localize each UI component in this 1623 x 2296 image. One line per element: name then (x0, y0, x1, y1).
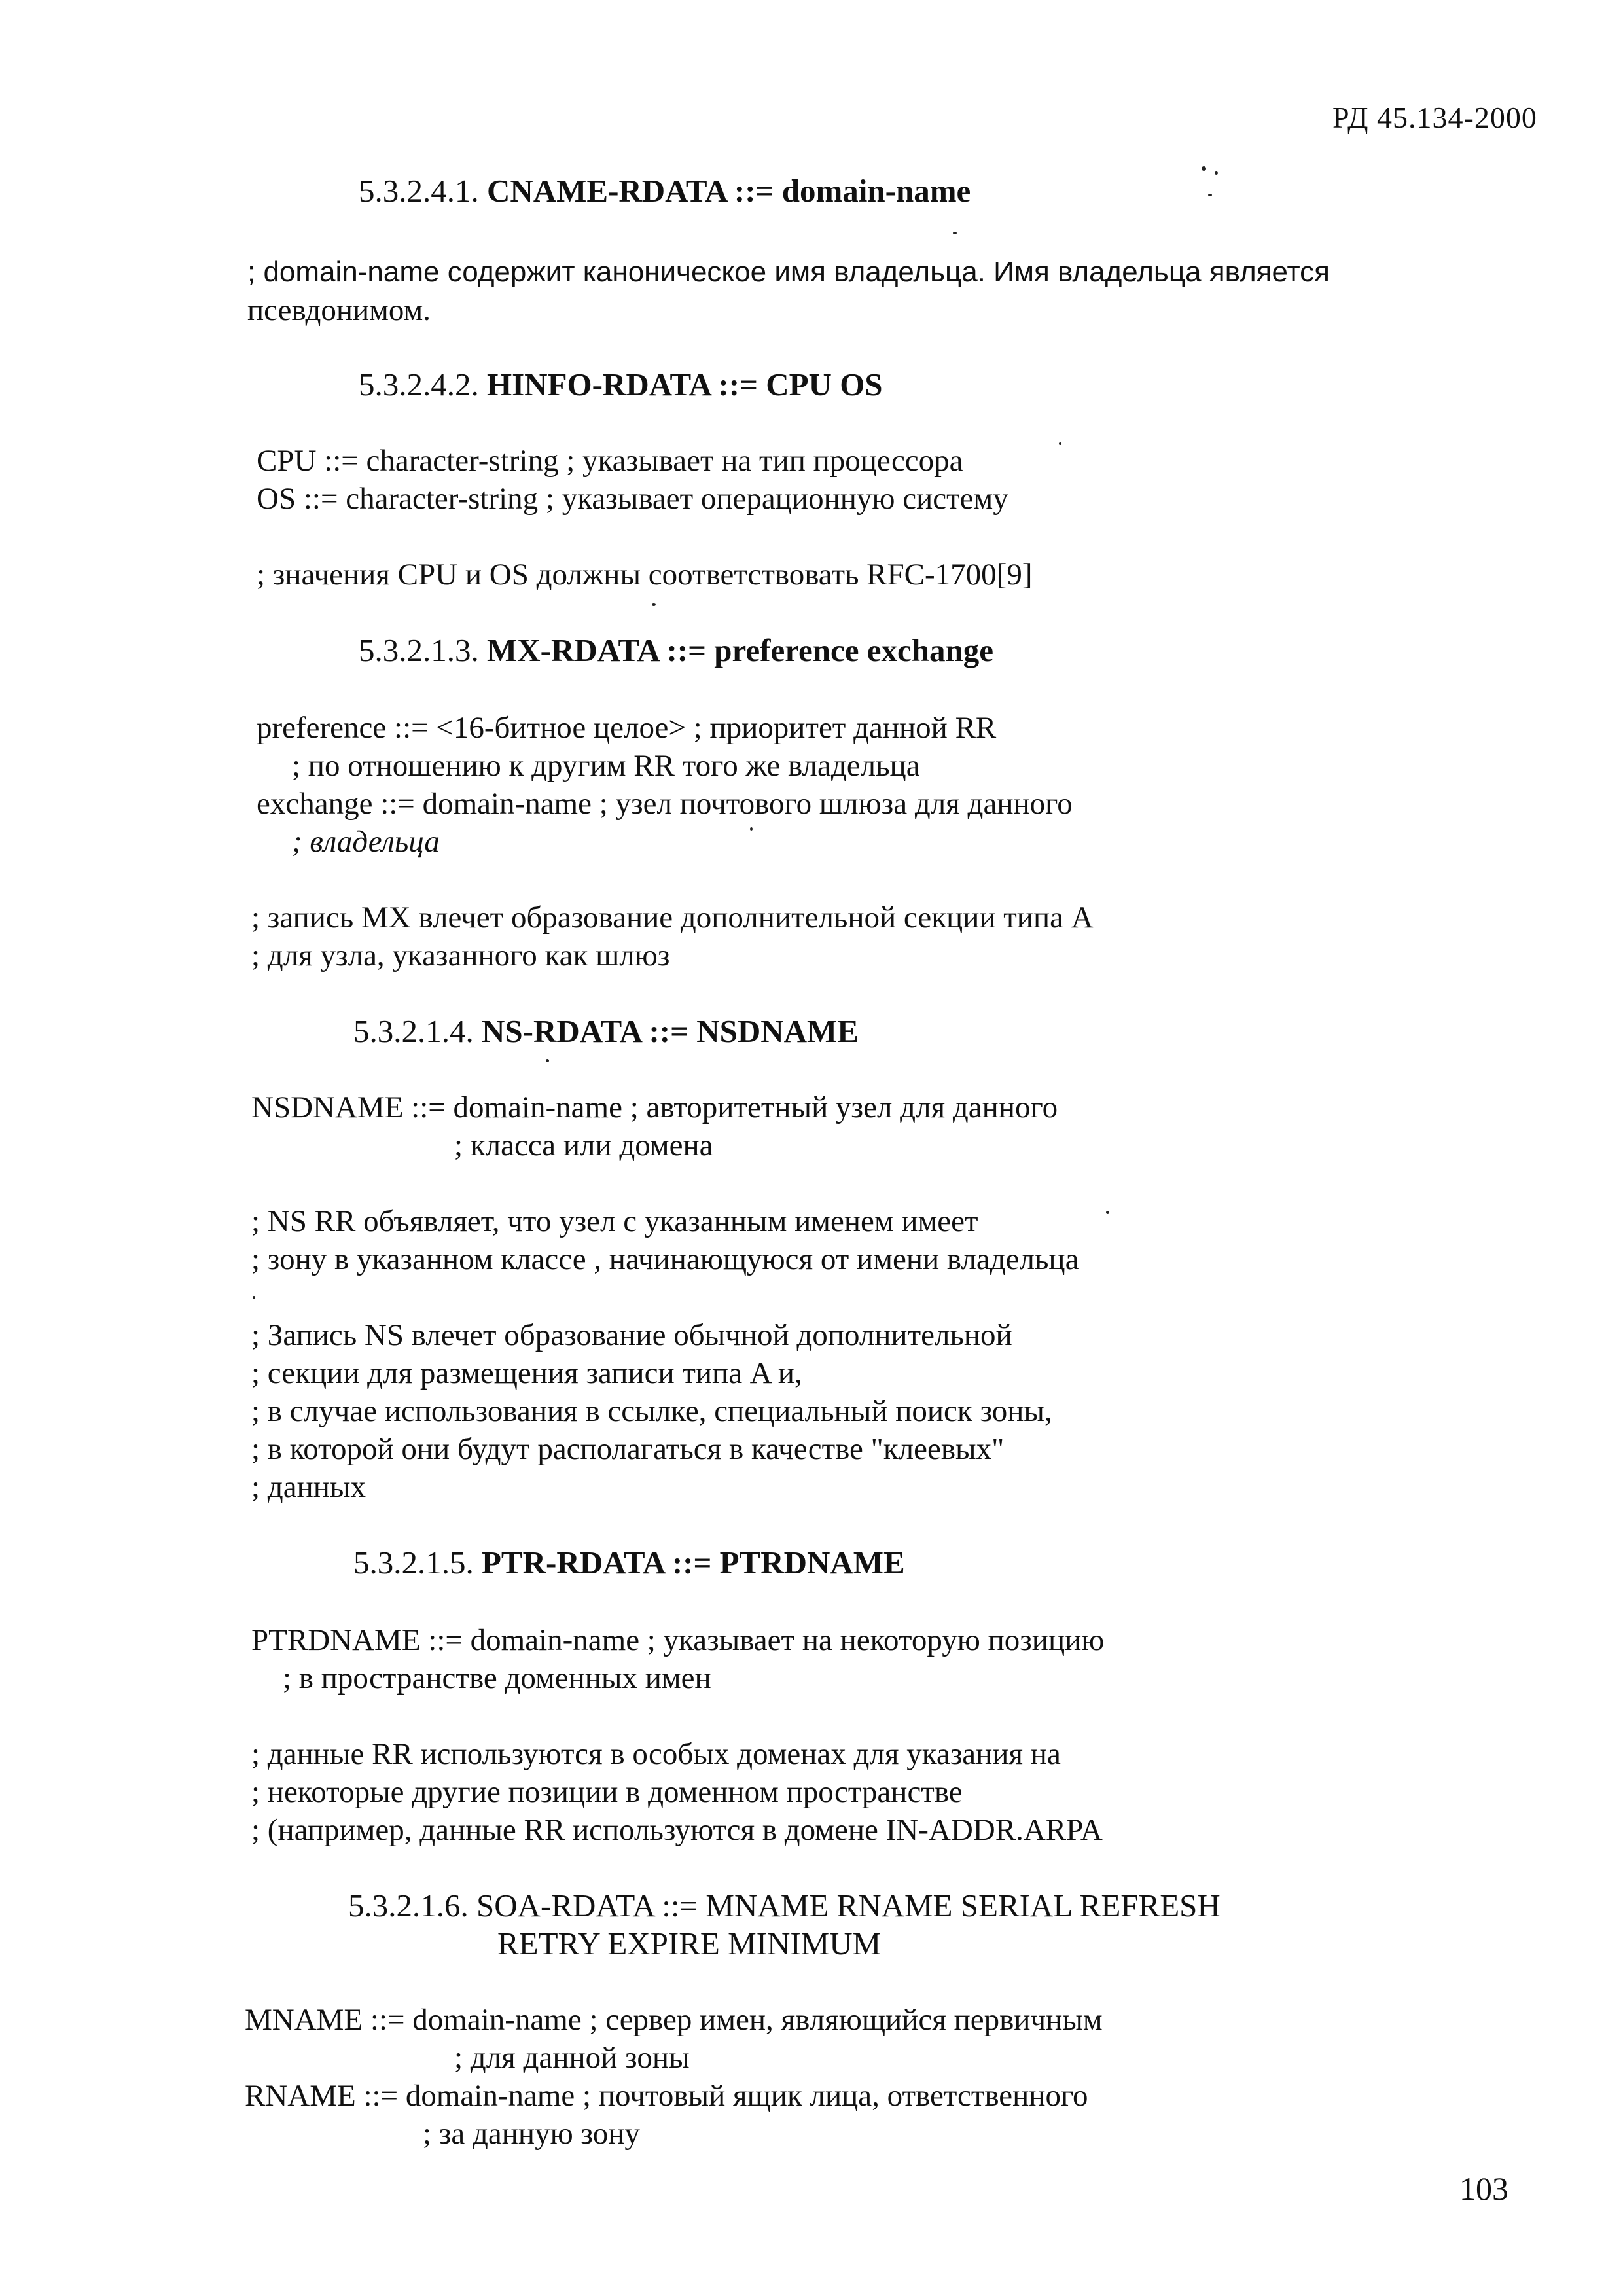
text-line: ; некоторые другие позиции в доменном пространстве (251, 1775, 963, 1809)
text-line: ; domain-name содержит каноническое имя владельца. Имя владельца является (247, 256, 1330, 288)
section-number: 5.3.2.4.1. (359, 173, 479, 209)
text-line: ; для узла, указанного как шлюз (251, 939, 670, 973)
text-line: ; для данной зоны (454, 2041, 690, 2075)
section-heading-hinfo (359, 367, 883, 403)
text-line: ; данных (251, 1470, 366, 1504)
section-heading-cname (359, 173, 971, 209)
text-line: MNAME ::= domain-name ; сервер имен, являющийся первичным (245, 2003, 1103, 2037)
text-line: ; класса или домена (454, 1128, 713, 1162)
section-title: PTR-RDATA ::= PTRDNAME (482, 1545, 905, 1581)
section-number: 5.3.2.1.3. (359, 632, 479, 668)
text-line: exchange ::= domain-name ; узел почтового шлюза для данного (257, 787, 1073, 821)
page-number: 103 (1459, 2170, 1508, 2207)
text-line: ; NS RR объявляет, что узел с указанным именем имеет (251, 1204, 978, 1238)
section-number: 5.3.2.1.5. (353, 1545, 474, 1581)
section-title: CNAME-RDATA ::= domain-name (487, 173, 971, 209)
scan-speck (750, 827, 753, 831)
section-title: HINFO-RDATA ::= CPU OS (487, 367, 883, 403)
section-heading-soa (348, 1888, 1221, 1924)
text-line: ; в пространстве доменных имен (283, 1661, 711, 1695)
text-line: ; в которой они будут располагаться в качестве "клеевых" (251, 1432, 1005, 1466)
document-code: РД 45.134-2000 (1332, 101, 1537, 134)
section-title: NS-RDATA ::= NSDNAME (482, 1013, 859, 1049)
scan-speck (953, 232, 957, 234)
scan-speck (253, 1296, 255, 1299)
section-number: 5.3.2.1.6. (348, 1888, 469, 1924)
scan-speck (1215, 171, 1218, 175)
text-line: preference ::= <16-битное целое> ; приоритет данной RR (257, 711, 997, 745)
section-title: SOA-RDATA ::= MNAME RNAME SERIAL REFRESH (476, 1888, 1221, 1924)
section-heading-ns (353, 1013, 859, 1050)
text-line: ; владельца (292, 825, 440, 859)
section-title: MX-RDATA ::= preference exchange (487, 632, 994, 668)
scan-speck (1059, 442, 1061, 445)
text-line: ; данные RR используются в особых доменах для указания на (251, 1737, 1061, 1771)
text-line: ; Запись NS влечет образование обычной дополнительной (251, 1318, 1012, 1352)
text-line: ; запись MX влечет образование дополнительной секции типа A (251, 901, 1094, 935)
text-line: RNAME ::= domain-name ; почтовый ящик лица, ответственного (245, 2079, 1088, 2113)
scan-speck (1106, 1211, 1109, 1214)
text-line: PTRDNAME ::= domain-name ; указывает на некоторую позицию (251, 1623, 1105, 1657)
text-line: ; значения CPU и OS должны соответствовать RFC-1700[9] (257, 558, 1033, 592)
section-heading-ptr (353, 1545, 905, 1581)
scan-speck (546, 1059, 549, 1062)
text-line: ; за данную зону (423, 2117, 640, 2151)
text-line: ; (например, данные RR используются в домене IN-ADDR.ARPA (251, 1813, 1103, 1847)
text-line: OS ::= character-string ; указывает операционную систему (257, 482, 1008, 516)
section-heading-mx (359, 632, 993, 669)
scan-speck (652, 603, 656, 606)
section-number: 5.3.2.4.2. (359, 367, 479, 403)
section-title-continuation: RETRY EXPIRE MINIMUM (497, 1926, 882, 1962)
text-line: CPU ::= character-string ; указывает на тип процессора (257, 444, 963, 478)
text-line: ; зону в указанном классе , начинающуюся от имени владельца (251, 1242, 1079, 1276)
scan-speck (1202, 166, 1206, 171)
text-line: псевдонимом. (247, 293, 431, 327)
scan-speck (1208, 194, 1212, 196)
text-line: NSDNAME ::= domain-name ; авторитетный узел для данного (251, 1090, 1058, 1124)
section-number: 5.3.2.1.4. (353, 1013, 474, 1049)
text-line: ; в случае использования в ссылке, специальный поиск зоны, (251, 1394, 1052, 1428)
text-line: ; по отношению к другим RR того же владельца (292, 749, 920, 783)
text-line: ; секции для размещения записи типа A и, (251, 1356, 802, 1390)
